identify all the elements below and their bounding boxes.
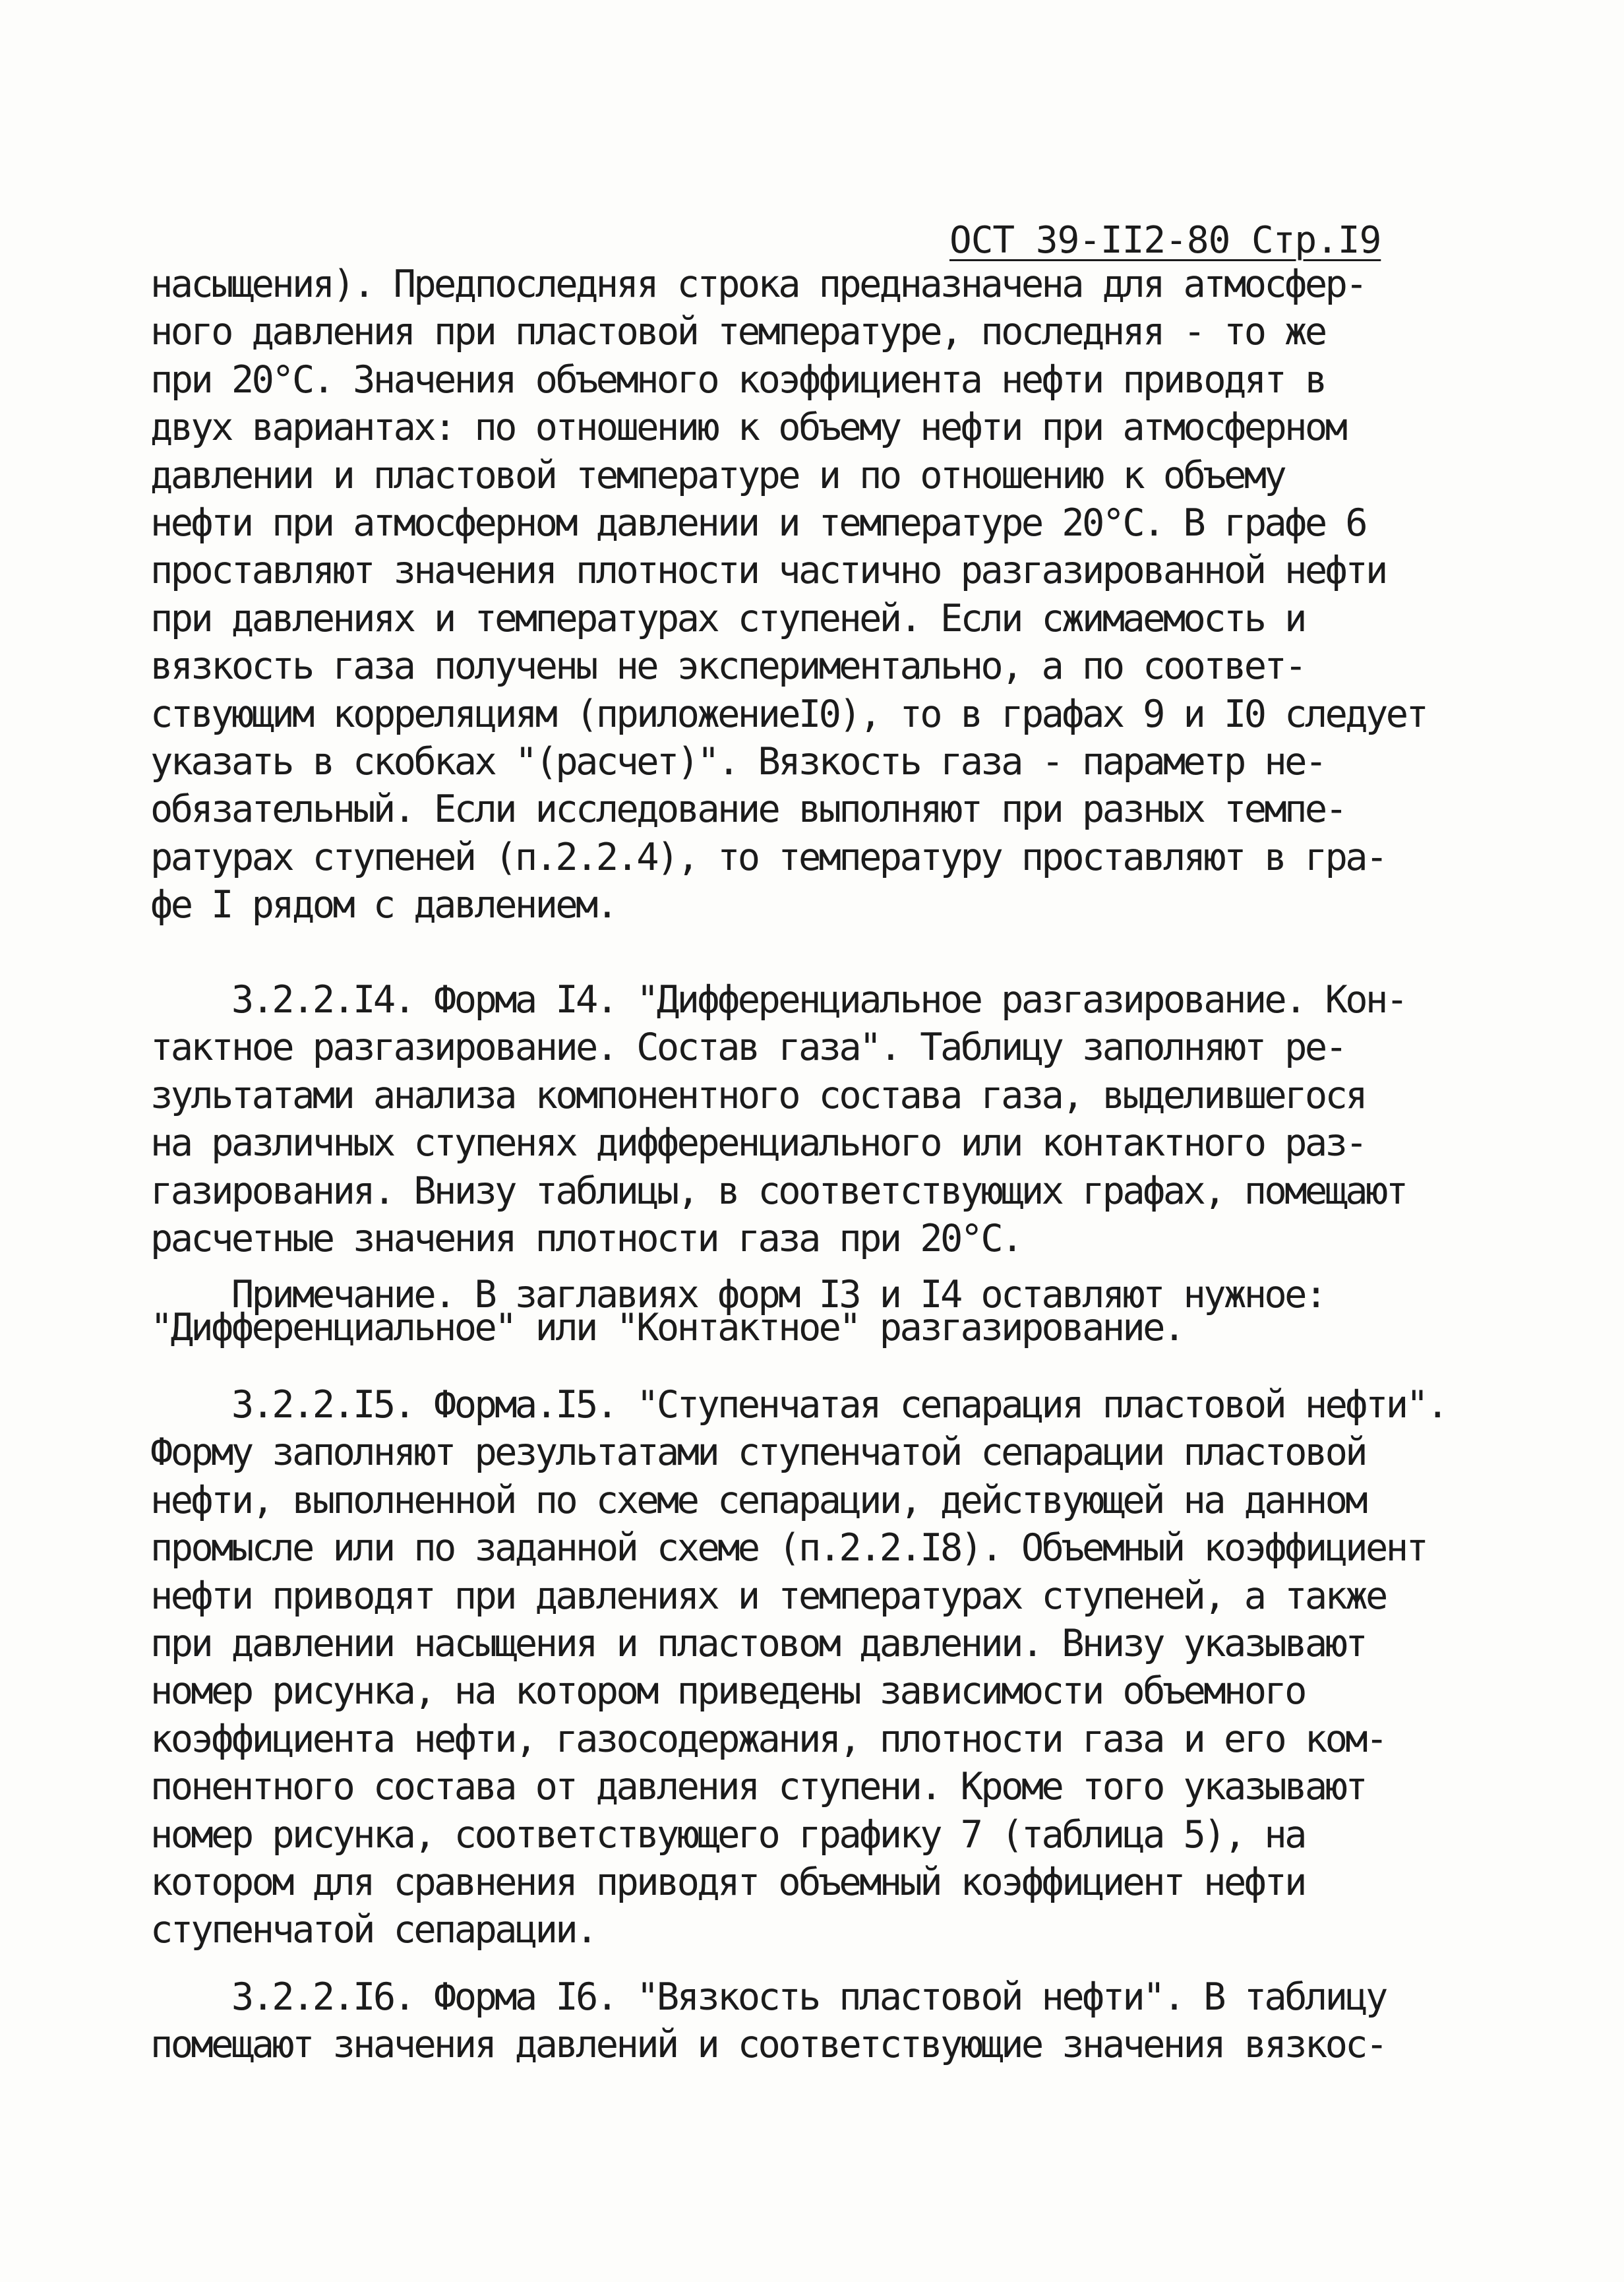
text-line: насыщения). Предпоследняя строка предназначена для атмосфер- — [150, 262, 1366, 306]
text-line: тактное разгазирование. Состав газа". Таблицу заполняют ре- — [150, 1026, 1346, 1070]
text-line: номер рисунка, на котором приведены зависимости объемного — [150, 1669, 1305, 1713]
text-line: понентного состава от давления ступени. Кроме того указывают — [150, 1765, 1366, 1809]
text-line: при давлении насыщения и пластовом давлении. Внизу указывают — [150, 1621, 1366, 1665]
text-line: 3.2.2.I4. Форма I4. "Дифференциальное разгазирование. Кон- — [150, 978, 1406, 1022]
text-line: обязательный. Если исследование выполняют при разных темпе- — [150, 787, 1346, 832]
text-line: при 20°С. Значения объемного коэффициента нефти приводят в — [150, 357, 1325, 402]
text-line: "Дифференциальное" или "Контактное" разгазирование. — [150, 1306, 1184, 1349]
text-line: ратурах ступеней (п.2.2.4), то температуру проставляют в гра- — [150, 835, 1386, 879]
text-line: Форму заполняют результатами ступенчатой сепарации пластовой — [150, 1431, 1366, 1475]
text-line: промысле или по заданной схеме (п.2.2.I8). Объемный коэффициент — [150, 1526, 1427, 1570]
text-line: коэффициента нефти, газосодержания, плотности газа и его ком- — [150, 1717, 1386, 1761]
text-line: давлении и пластовой температуре и по отношению к объему — [150, 453, 1285, 497]
text-line: номер рисунка, соответствующего графику 7 (таблица 5), на — [150, 1812, 1305, 1857]
paragraph-note — [150, 1273, 1601, 1349]
paragraph-3-2-2-15 — [150, 1381, 1601, 1954]
text-line: помещают значения давлений и соответствующие значения вязкос- — [150, 2023, 1386, 2067]
text-line: 3.2.2.I6. Форма I6. "Вязкость пластовой нефти". В таблицу — [150, 1975, 1386, 2019]
paragraph-3-2-2-14 — [150, 976, 1601, 1262]
text-line: при давлениях и температурах ступеней. Если сжимаемость и — [150, 596, 1305, 640]
text-line: нефти, выполненной по схеме сепарации, действующей на данном — [150, 1478, 1366, 1522]
document-header-code: ОСТ 39-II2-80 Стр.I9 — [949, 219, 1381, 262]
text-line: газирования. Внизу таблицы, в соответствующих графах, помещают — [150, 1169, 1406, 1213]
text-line: нефти при атмосферном давлении и температуре 20°С. В графе 6 — [150, 501, 1366, 545]
text-line: зультатами анализа компонентного состава газа, выделившегося — [150, 1073, 1366, 1117]
text-line: проставляют значения плотности частично разгазированной нефти — [150, 549, 1386, 593]
text-line: указать в скобках "(расчет)". Вязкость газа - параметр не- — [150, 739, 1325, 784]
text-line: ствующим корреляциям (приложениеI0), то в графах 9 и I0 следует — [150, 692, 1427, 736]
text-line: расчетные значения плотности газа при 20°С. — [150, 1216, 1021, 1260]
text-line: котором для сравнения приводят объемный коэффициент нефти — [150, 1860, 1305, 1904]
text-line: ступенчатой сепарации. — [150, 1908, 596, 1952]
paragraph-continuation — [150, 261, 1601, 929]
text-line: Примечание. В заглавиях форм I3 и I4 оставляют нужное: — [150, 1273, 1325, 1316]
text-line: двух вариантах: по отношению к объему нефти при атмосферном — [150, 406, 1346, 450]
text-line: 3.2.2.I5. Форма.I5. "Ступенчатая сепарация пластовой нефти". — [150, 1383, 1447, 1427]
text-line: вязкость газа получены не экспериментально, а по соответ- — [150, 644, 1305, 689]
text-line: на различных ступенях дифференциального или контактного раз- — [150, 1121, 1366, 1165]
text-line: фе I рядом с давлением. — [150, 883, 617, 927]
paragraph-3-2-2-16 — [150, 1973, 1601, 2069]
text-line: ного давления при пластовой температуре, последняя - то же — [150, 310, 1325, 354]
text-line: нефти приводят при давлениях и температурах ступеней, а также — [150, 1574, 1386, 1618]
